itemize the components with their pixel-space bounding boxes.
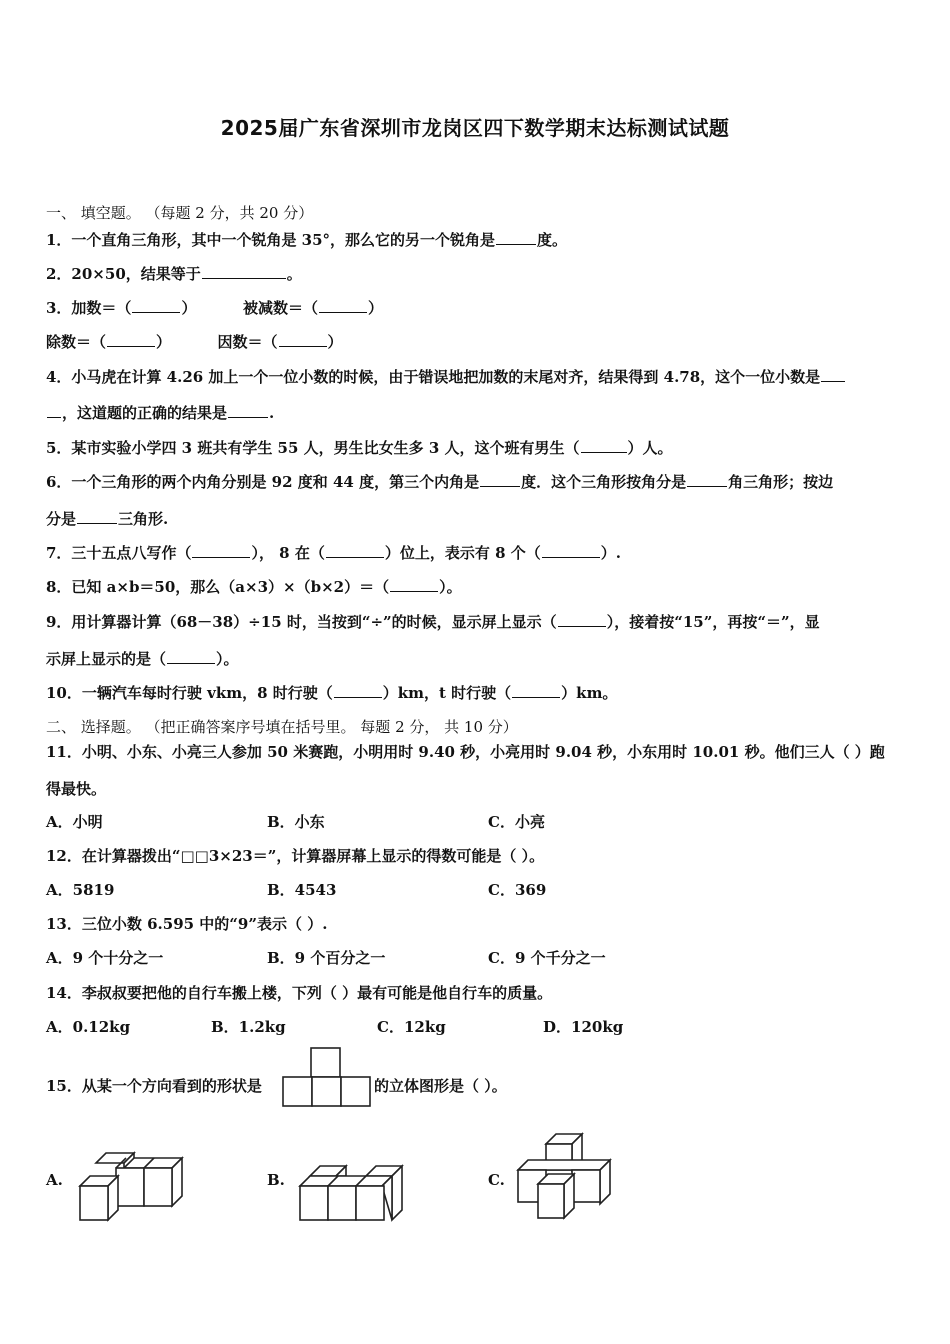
answer-blank[interactable] <box>334 683 382 698</box>
answer-blank[interactable] <box>512 683 560 698</box>
option-b-cubes-figure[interactable] <box>298 1160 410 1222</box>
option-c[interactable]: C．369 <box>488 881 547 899</box>
option-a[interactable]: A．0.12kg <box>46 1018 131 1036</box>
option-c[interactable]: C．小亮 <box>488 813 545 831</box>
question-10: 10．一辆汽车每时行驶 vkm，8 时行驶（ ）km，t 时行驶（ ）km。 <box>46 684 618 702</box>
question-4: 4．小马虎在计算 4.26 加上一个一位小数的时候，由于错误地把加数的末尾对齐，结果得到 4.78，这个一位小数是 <box>46 366 846 387</box>
option-a[interactable]: A．5819 <box>46 881 115 899</box>
answer-blank[interactable] <box>581 438 627 453</box>
question-3: 3．加数＝（ ） 被减数＝（ ） <box>46 299 383 317</box>
option-b[interactable]: B．1.2kg <box>211 1018 286 1036</box>
answer-blank[interactable] <box>496 230 536 245</box>
option-a[interactable]: A．9 个十分之一 <box>46 949 164 967</box>
question-2: 2．20×50，结果等于 。 <box>46 265 302 283</box>
question-6: 6．一个三角形的两个内角分别是 92 度和 44 度，第三个内角是 度．这个三角形按角分是 角三角形；按边 <box>46 473 834 491</box>
option-a-cubes-figure[interactable] <box>78 1148 188 1222</box>
question-15-suffix: 的立体图形是（ ）。 <box>374 1077 507 1095</box>
answer-blank[interactable] <box>47 403 61 418</box>
answer-blank[interactable] <box>279 332 327 347</box>
answer-blank[interactable] <box>480 472 520 487</box>
question-7: 7．三十五点八写作（ ）， 8 在（ ）位上，表示有 8 个（ ）. <box>46 544 621 562</box>
option-c-cubes-figure[interactable] <box>516 1132 616 1222</box>
answer-blank[interactable] <box>542 543 600 558</box>
answer-blank[interactable] <box>77 509 117 524</box>
view-shape-figure <box>282 1046 372 1108</box>
question-15-prefix: 15．从某一个方向看到的形状是 <box>46 1077 262 1095</box>
question-8: 8．已知 a×b＝50，那么（a×3）×（b×2）＝（ ）。 <box>46 578 462 596</box>
question-11: 11．小明、小东、小亮三人参加 50 米赛跑，小明用时 9.40 秒，小亮用时 9.04 秒，小东用时 10.01 秒。他们三人（ ）跑 <box>46 743 885 761</box>
answer-blank[interactable] <box>132 298 180 313</box>
question-4-line-2: ，这道题的正确的结果是 . <box>46 402 274 423</box>
question-13: 13．三位小数 6.595 中的“9”表示（ ）. <box>46 915 328 933</box>
question-9-line-2: 示屏上显示的是（ ）。 <box>46 650 239 668</box>
answer-blank[interactable] <box>228 403 268 418</box>
option-c[interactable]: C．12kg <box>377 1018 446 1036</box>
question-1: 1．一个直角三角形，其中一个锐角是 35°，那么它的另一个锐角是 度。 <box>46 231 568 249</box>
answer-blank[interactable] <box>558 612 606 627</box>
answer-blank[interactable] <box>319 298 367 313</box>
option-c[interactable]: C. <box>488 1171 505 1189</box>
option-a[interactable]: A．小明 <box>46 813 103 831</box>
answer-blank[interactable] <box>326 543 384 558</box>
option-a[interactable]: A. <box>46 1171 63 1189</box>
answer-blank[interactable] <box>192 543 250 558</box>
answer-blank[interactable] <box>821 367 845 382</box>
question-11-line-2: 得最快。 <box>46 780 107 798</box>
question-12: 12．在计算器拨出“□□3×23＝”，计算器屏幕上显示的得数可能是（ ）。 <box>46 847 545 865</box>
option-b[interactable]: B．小东 <box>267 813 325 831</box>
option-b[interactable]: B．9 个百分之一 <box>267 949 386 967</box>
answer-blank[interactable] <box>390 577 438 592</box>
option-b[interactable]: B. <box>267 1171 285 1189</box>
section-1-heading: 一、 填空题。 （每题 2 分，共 20 分） <box>46 204 314 222</box>
answer-blank[interactable] <box>202 264 286 279</box>
option-c[interactable]: C．9 个千分之一 <box>488 949 606 967</box>
question-14: 14．李叔叔要把他的自行车搬上楼，下列（ ）最有可能是他自行车的质量。 <box>46 984 553 1002</box>
question-9: 9．用计算器计算（68－38）÷15 时，当按到“÷”的时候，显示屏上显示（ ），接着按“15”，再按“＝”，显 <box>46 613 820 631</box>
page-title: 2025届广东省深圳市龙岗区四下数学期末达标测试试题 <box>220 116 730 140</box>
question-5: 5．某市实验小学四 3 班共有学生 55 人，男生比女生多 3 人，这个班有男生（ ）人。 <box>46 439 673 457</box>
option-d[interactable]: D．120kg <box>543 1018 624 1036</box>
answer-blank[interactable] <box>107 332 155 347</box>
question-6-line-2: 分是 三角形. <box>46 510 169 528</box>
answer-blank[interactable] <box>687 472 727 487</box>
option-b[interactable]: B．4543 <box>267 881 337 899</box>
section-2-heading: 二、 选择题。 （把正确答案序号填在括号里。 每题 2 分， 共 10 分） <box>46 718 518 736</box>
question-3-line-2: 除数＝（ ） 因数＝（ ） <box>46 333 343 351</box>
answer-blank[interactable] <box>167 649 215 664</box>
